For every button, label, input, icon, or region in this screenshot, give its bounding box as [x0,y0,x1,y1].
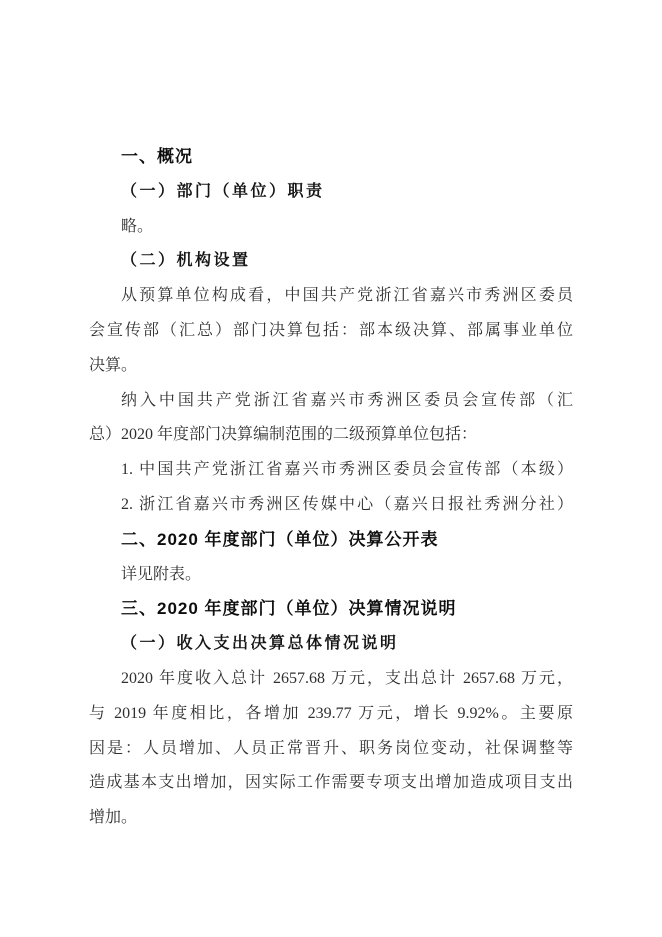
section-heading: 三、2020 年度部门（单位）决算情况说明 [121,599,457,619]
paragraph-line: 1. 中国共产党浙江省嘉兴市秀洲区委员会宣传部（本级） [121,461,573,479]
paragraph-line: 决算。 [89,356,138,374]
paragraph-line: 会宣传部（汇总）部门决算包括：部本级决算、部属事业单位 [89,321,573,339]
paragraph-line: 2020 年度收入总计 2657.68 万元，支出总计 2657.68 万元， [121,669,573,687]
paragraph-line: 造成基本支出增加，因实际工作需要专项支出增加造成项目支出 [89,774,573,792]
paragraph-line: 略。 [121,217,154,235]
section-heading: 一、概况 [121,147,193,166]
sub-heading: （一）收入支出决算总体情况说明 [121,635,399,653]
sub-heading: （二）机构设置 [121,252,251,270]
section-heading: 二、2020 年度部门（单位）决算公开表 [121,529,439,549]
paragraph-line: 纳入中国共产党浙江省嘉兴市秀洲区委员会宣传部（汇 [121,391,573,409]
paragraph-line: 因是：人员增加、人员正常晋升、职务岗位变动，社保调整等 [89,739,573,757]
paragraph-line: 增加。 [89,809,138,827]
sub-heading: （一）部门（单位）职责 [121,182,325,200]
paragraph-line: 2. 浙江省嘉兴市秀洲区传媒中心（嘉兴日报社秀洲分社） [121,495,573,513]
document-body [89,140,573,836]
paragraph-line: 与 2019 年度相比，各增加 239.77 万元，增长 9.92%。主要原 [89,704,573,722]
paragraph-line: 详见附表。 [121,565,202,583]
paragraph-line: 总）2020 年度部门决算编制范围的二级预算单位包括： [89,426,478,444]
paragraph-line: 从预算单位构成看，中国共产党浙江省嘉兴市秀洲区委员 [121,287,573,305]
